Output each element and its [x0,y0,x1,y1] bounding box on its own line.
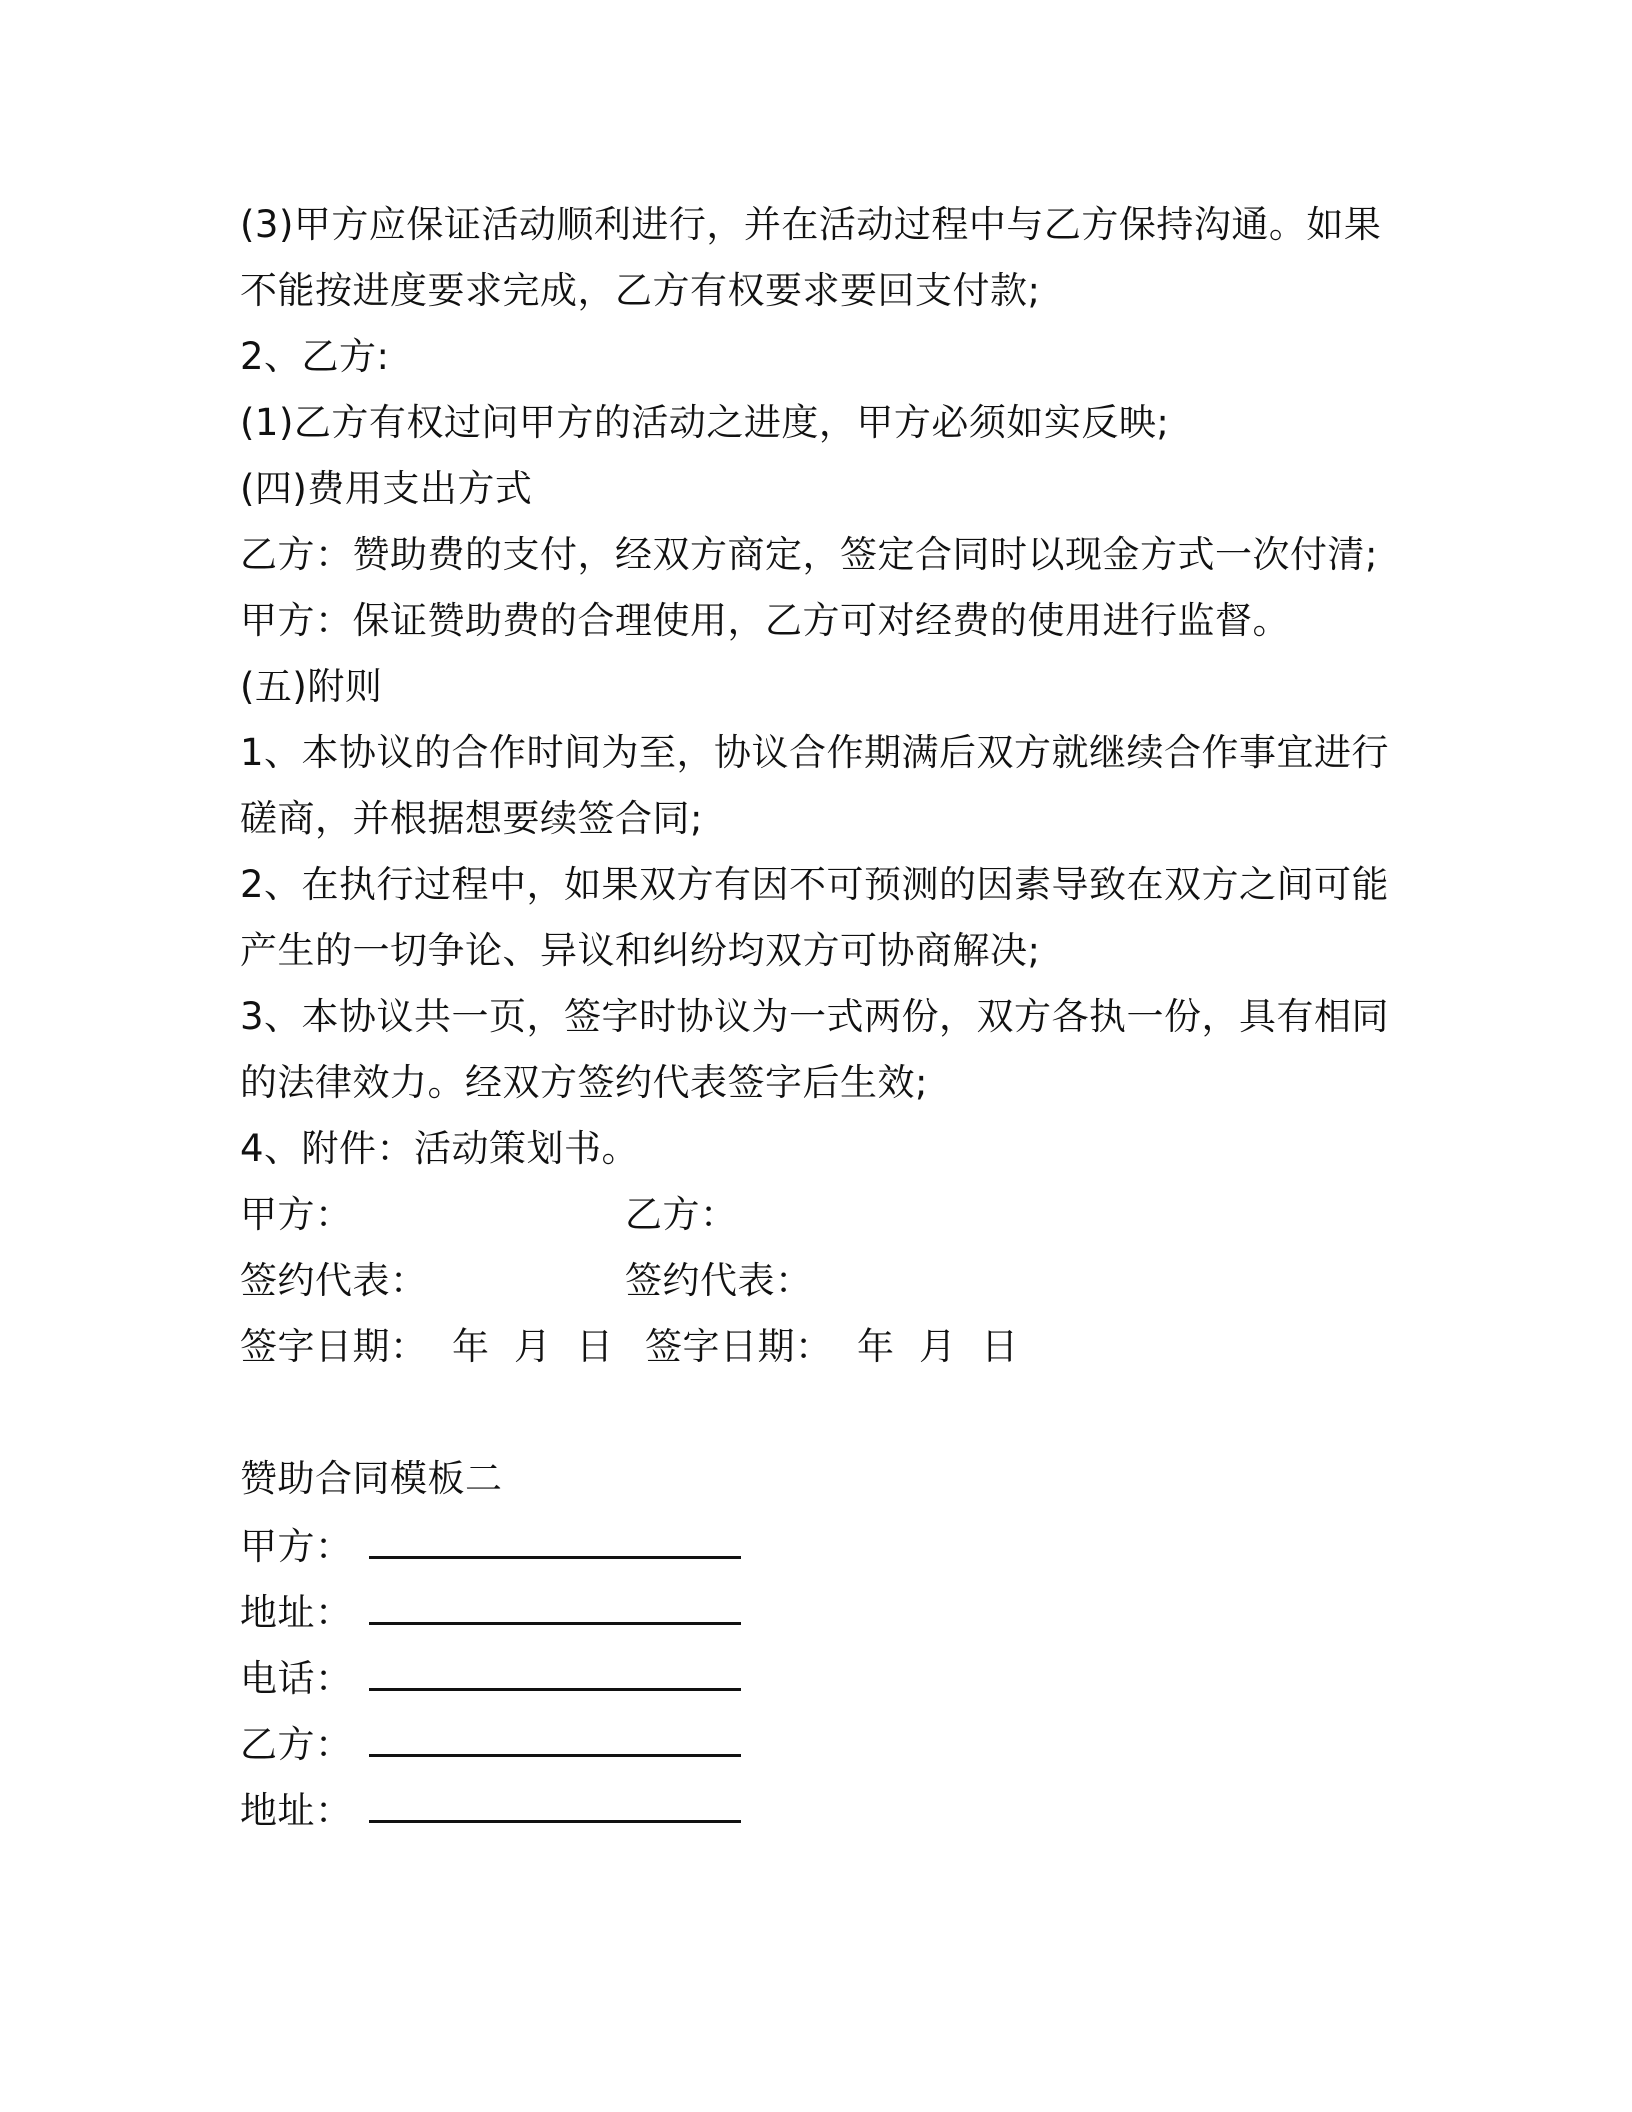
heading-party-b: 2、乙方: [240,335,390,378]
section-four-heading: (四)费用支出方式 [240,467,533,510]
fill-in-blank [369,1776,741,1823]
signature-date-b: 签字日期： 年 月 日 [645,1325,1019,1368]
template2-field-phone-a [240,1644,1400,1710]
clause-3-party-a: (3)甲方应保证活动顺利进行，并在活动过程中与乙方保持沟通。如果不能按进度要求完成，乙方有权要求要回支付款; [240,203,1382,312]
field-label: 电话： [240,1657,353,1700]
template2-title: 赞助合同模板二 [240,1457,503,1500]
signature-date-row [240,1314,1400,1380]
field-label: 乙方： [240,1723,353,1766]
template2-field-party-a [240,1512,1400,1578]
template2-field-party-b [240,1710,1400,1776]
signature-party-a: 甲方： [240,1193,353,1236]
fill-in-blank [369,1710,741,1757]
field-label: 地址： [240,1789,353,1832]
field-label: 地址： [240,1591,353,1634]
signature-party-row [240,1182,1400,1248]
fill-in-blank [369,1578,741,1625]
document-body [240,192,1400,1842]
appendix-clause-2: 2、在执行过程中，如果双方有因不可预测的因素导致在双方之间可能产生的一切争论、异议和纠纷均双方可协商解决; [240,863,1390,972]
fill-in-blank [369,1644,741,1691]
section-spacer [240,1380,1400,1446]
signature-party-b: 乙方： [625,1193,738,1236]
signature-date-a: 签字日期： 年 月 日 [240,1325,614,1368]
field-label: 甲方： [240,1525,353,1568]
fill-in-blank [369,1512,741,1559]
appendix-clause-3: 3、本协议共一页，签字时协议为一式两份，双方各执一份，具有相同的法律效力。经双方签约代表签字后生效; [240,995,1390,1104]
payment-party-b: 乙方：赞助费的支付，经双方商定，签定合同时以现金方式一次付清; [240,533,1378,576]
signature-rep-row [240,1248,1400,1314]
appendix-clause-4: 4、附件：活动策划书。 [240,1127,640,1170]
template2-field-address-a [240,1578,1400,1644]
payment-party-a: 甲方：保证赞助费的合理使用，乙方可对经费的使用进行监督。 [240,599,1290,642]
appendix-clause-1: 1、本协议的合作时间为至，协议合作期满后双方就继续合作事宜进行磋商，并根据想要续签合同; [240,731,1390,840]
clause-1-party-b: (1)乙方有权过问甲方的活动之进度，甲方必须如实反映; [240,401,1170,444]
section-five-heading: (五)附则 [240,665,383,708]
signature-rep-a: 签约代表： [240,1259,428,1302]
signature-rep-b: 签约代表： [625,1259,813,1302]
template2-field-address-b [240,1776,1400,1842]
